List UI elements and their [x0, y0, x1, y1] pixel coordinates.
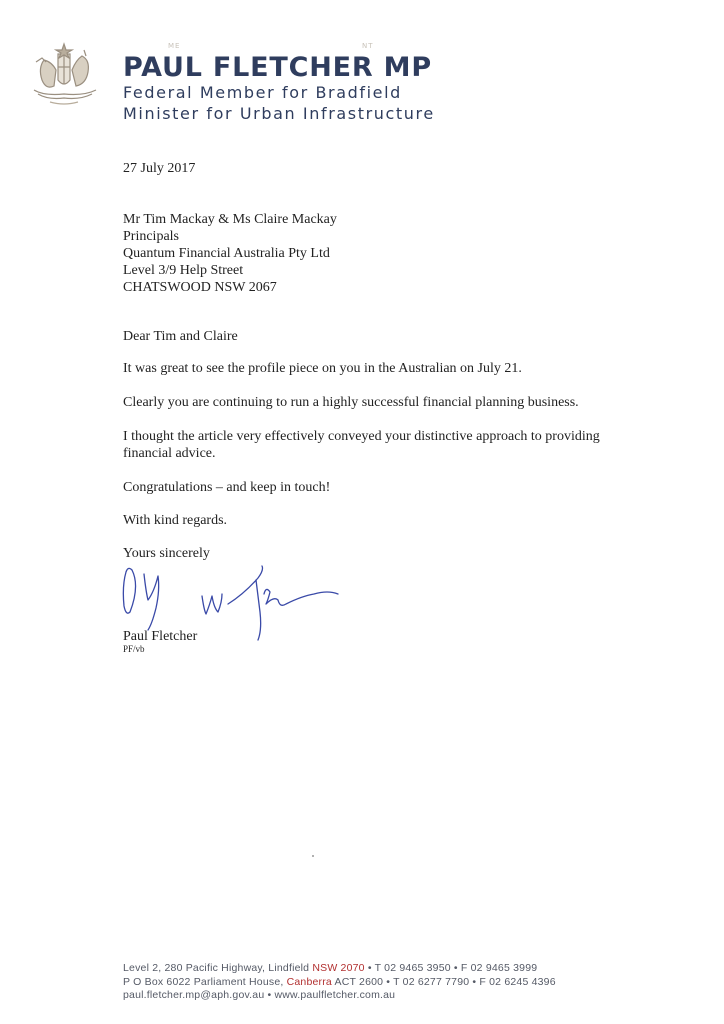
recipient-names: Mr Tim Mackay & Ms Claire Mackay — [123, 212, 337, 227]
letter-date: 27 July 2017 — [123, 161, 196, 176]
coat-of-arms-icon — [24, 40, 104, 110]
letterhead-name: PAUL FLETCHER MP — [123, 52, 432, 83]
letterhead-electorate: Federal Member for Bradfield — [123, 83, 402, 102]
closing: Yours sincerely — [123, 546, 210, 561]
footer-city-canberra: Canberra — [286, 975, 332, 988]
footer-postcode-lindfield: NSW 2070 — [312, 962, 365, 974]
recipient-company: Quantum Financial Australia Pty Ltd — [123, 246, 330, 261]
body-paragraph-5: With kind regards. — [123, 513, 228, 528]
salutation: Dear Tim and Claire — [123, 329, 238, 344]
reference-initials: PF/vb — [123, 644, 145, 654]
letterhead-faint-text-right: NT — [362, 42, 374, 50]
footer-address-lindfield: Level 2, 280 Pacific Highway, Lindfield — [123, 962, 313, 974]
footer-line-3: paul.fletcher.mp@aph.gov.au • www.paulfletcher.com.au — [123, 989, 396, 1001]
body-paragraph-2: Clearly you are continuing to run a highly successful financial planning business. — [123, 395, 579, 410]
letterhead — [123, 54, 435, 124]
signer-name: Paul Fletcher — [123, 629, 198, 644]
recipient-address — [123, 211, 337, 296]
letterhead-faint-text-left: ME — [168, 42, 181, 50]
footer-line-2 — [123, 976, 556, 990]
recipient-city: CHATSWOOD NSW 2067 — [123, 280, 277, 295]
recipient-title: Principals — [123, 229, 179, 244]
footer-phone-fax-lindfield: • T 02 9465 3950 • F 02 9465 3999 — [364, 962, 538, 974]
body-paragraph-3: I thought the article very effectively conveyed your distinctive approach to providing financial advice. — [123, 429, 600, 461]
footer-line-1 — [123, 962, 556, 976]
letterhead-portfolio: Minister for Urban Infrastructure — [123, 104, 435, 123]
body-paragraph-4: Congratulations – and keep in touch! — [123, 480, 331, 495]
body-paragraph-1: It was great to see the profile piece on you in the Australian on July 21. — [123, 361, 522, 376]
recipient-street: Level 3/9 Help Street — [123, 263, 244, 278]
footer-address-canberra: P O Box 6022 Parliament House, — [123, 975, 287, 988]
stray-mark — [312, 855, 314, 857]
footer — [123, 962, 556, 1003]
footer-phone-fax-canberra: ACT 2600 • T 02 6277 7790 • F 02 6245 4396 — [331, 975, 556, 988]
